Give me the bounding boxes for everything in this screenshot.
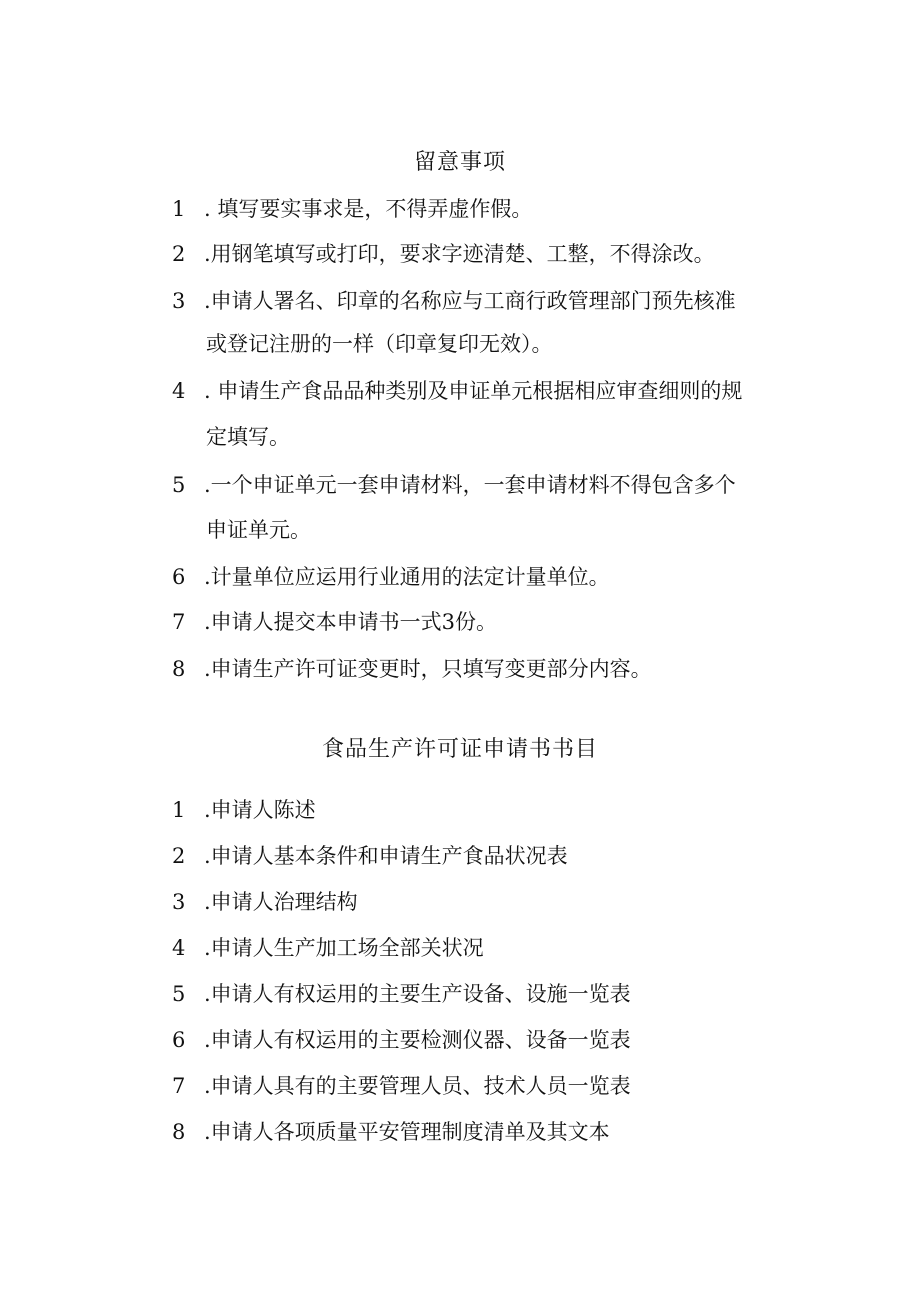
notes-item-number: 2 (172, 242, 186, 266)
contents-item-text: .申请人有权运用的主要检测仪器、设备一览表 (204, 1028, 631, 1052)
contents-item-8 (172, 1117, 812, 1147)
contents-item-text: .申请人陈述 (204, 798, 316, 822)
contents-item-1 (172, 795, 812, 825)
notes-item-number: 3 (172, 289, 186, 313)
contents-item-3 (172, 887, 812, 917)
contents-item-4 (172, 933, 812, 963)
notes-item-text: .申请人署名、印章的名称应与工商行政管理部门预先核准 (204, 289, 736, 313)
notes-item-number: 8 (172, 657, 186, 681)
contents-item-7 (172, 1071, 812, 1101)
contents-item-text: .申请人各项质量平安管理制度清单及其文本 (204, 1120, 610, 1144)
contents-item-text: .申请人治理结构 (204, 890, 358, 914)
contents-item-number: 6 (172, 1028, 186, 1052)
contents-item-number: 8 (172, 1120, 186, 1144)
contents-item-text: .申请人具有的主要管理人员、技术人员一览表 (204, 1074, 631, 1098)
notes-item-7 (172, 607, 812, 637)
notes-item-text: . 填写要实事求是，不得弄虚作假。 (204, 197, 533, 221)
contents-item-number: 4 (172, 936, 186, 960)
notes-item-1 (172, 194, 812, 224)
notes-item-3 (172, 286, 812, 316)
notes-item-5 (172, 470, 812, 500)
notes-item-number: 7 (172, 610, 186, 634)
notes-item-number: 6 (172, 565, 186, 589)
contents-item-number: 5 (172, 982, 186, 1006)
contents-item-6 (172, 1025, 812, 1055)
notes-item-4 (172, 376, 812, 406)
notes-item-number: 4 (172, 379, 186, 403)
contents-item-text: .申请人有权运用的主要生产设备、设施一览表 (204, 982, 631, 1006)
notes-item-text: .申请人提交本申请书一式3份。 (204, 610, 498, 634)
contents-item-2 (172, 841, 812, 871)
notes-item-3-continuation: 或登记注册的一样（印章复印无效）。 (206, 332, 553, 356)
notes-item-2 (172, 239, 812, 269)
notes-item-number: 1 (172, 197, 186, 221)
contents-item-text: .申请人基本条件和申请生产食品状况表 (204, 844, 568, 868)
notes-item-text: .申请生产许可证变更时，只填写变更部分内容。 (204, 657, 652, 681)
contents-item-number: 2 (172, 844, 186, 868)
notes-item-5-continuation: 申证单元。 (206, 518, 311, 542)
contents-item-number: 7 (172, 1074, 186, 1098)
notes-item-text: .计量单位应运用行业通用的法定计量单位。 (204, 565, 610, 589)
contents-item-5 (172, 979, 812, 1009)
notes-item-number: 5 (172, 473, 186, 497)
notes-item-text: . 申请生产食品品种类别及申证单元根据相应审查细则的规 (204, 379, 743, 403)
contents-item-text: .申请人生产加工场全部关状况 (204, 936, 484, 960)
notes-item-4-continuation: 定填写。 (206, 425, 290, 449)
notes-item-8 (172, 654, 812, 684)
notes-title: 留意事项 (413, 150, 506, 175)
notes-item-text: .一个申证单元一套申请材料，一套申请材料不得包含多个 (204, 473, 736, 497)
notes-item-text: .用钢笔填写或打印，要求字迹清楚、工整，不得涂改。 (204, 242, 715, 266)
contents-item-number: 3 (172, 890, 186, 914)
contents-item-number: 1 (172, 798, 186, 822)
notes-item-6 (172, 562, 812, 592)
contents-title: 食品生产许可证申请书书目 (321, 737, 598, 762)
